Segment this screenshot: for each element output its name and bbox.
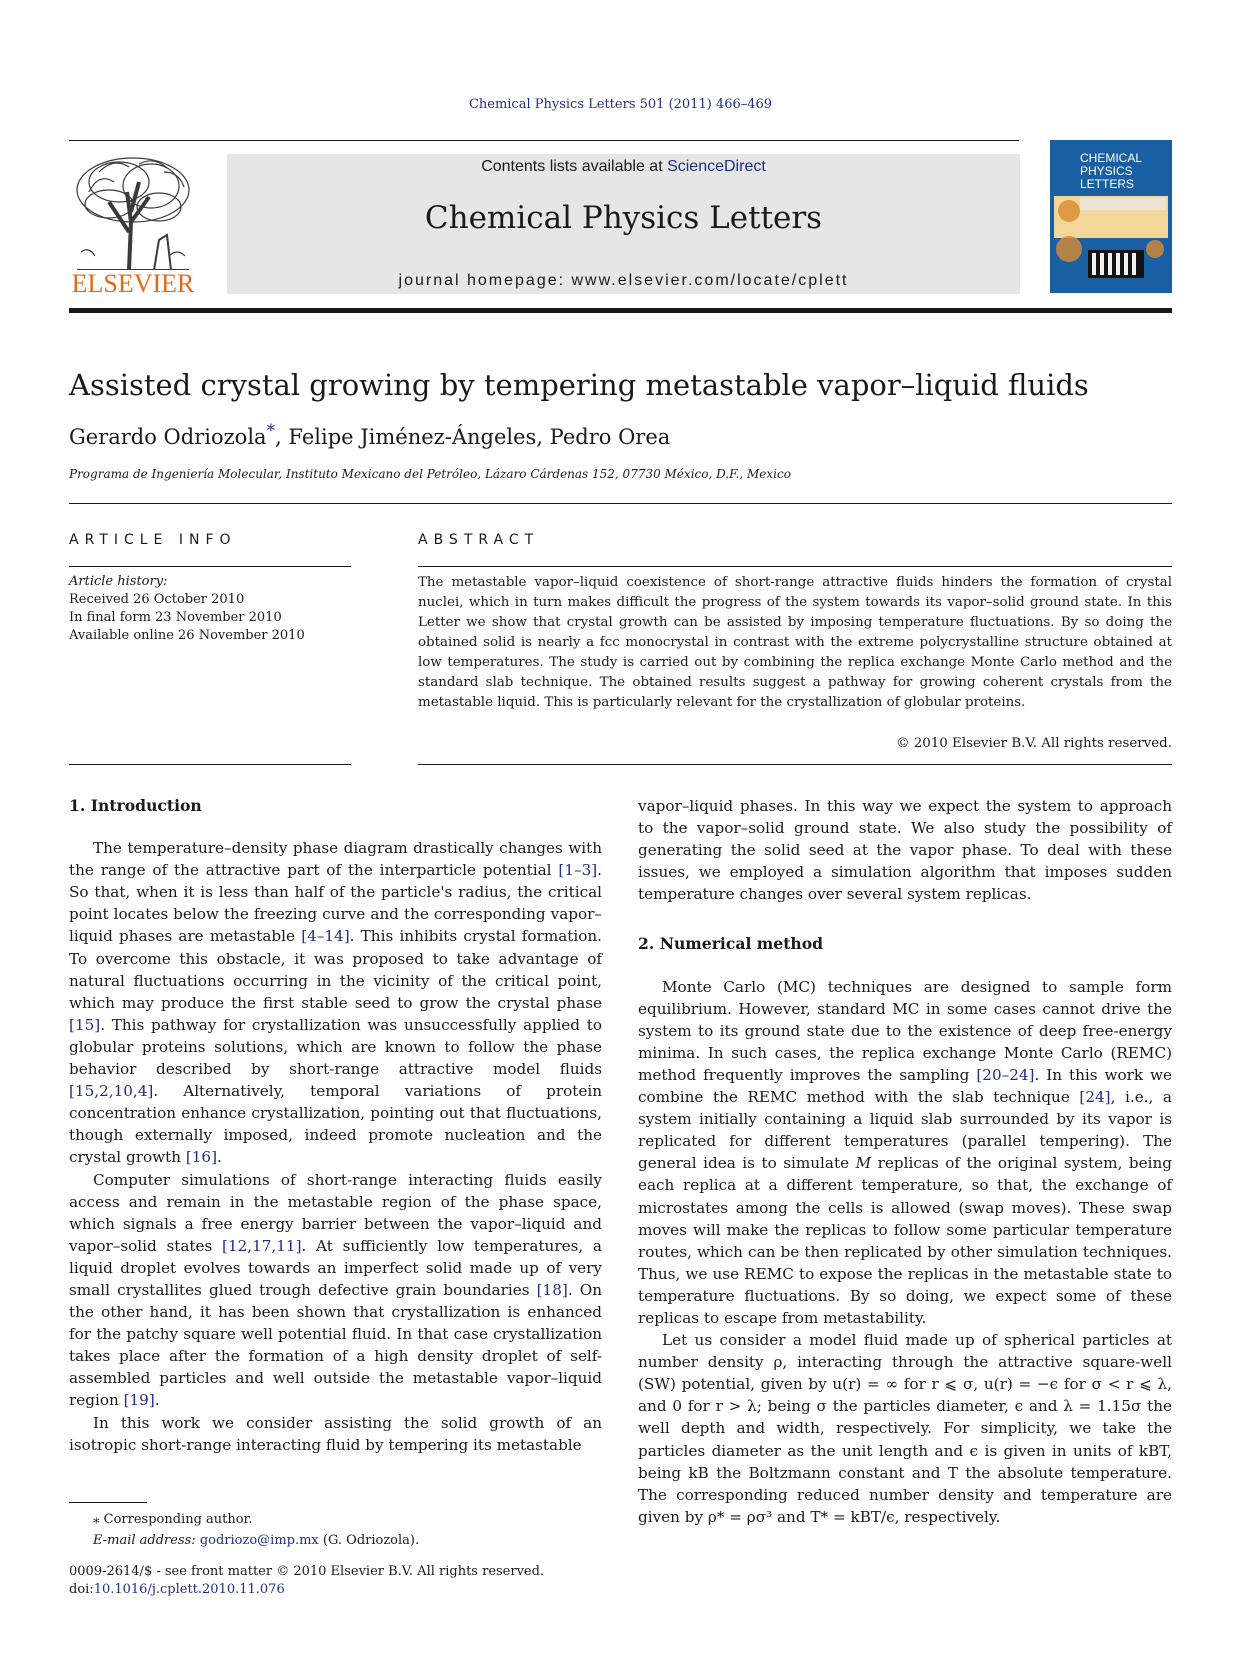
right-column <box>638 795 1172 1528</box>
header-thick-rule <box>69 308 1172 313</box>
section-heading-numerical-method: 2. Numerical method <box>638 934 824 954</box>
final-form-date: In final form 23 November 2010 <box>69 610 282 625</box>
footnote-rule <box>69 1502 147 1503</box>
cover-graphic <box>1088 250 1144 278</box>
reference-link[interactable]: [15] <box>69 1015 101 1034</box>
reference-link[interactable]: [15,2,10,4] <box>69 1082 154 1101</box>
received-date: Received 26 October 2010 <box>69 592 245 607</box>
journal-banner <box>227 154 1020 294</box>
reference-link[interactable]: [1–3] <box>558 861 598 880</box>
corresponding-author-note: ⁎ Corresponding author. <box>93 1512 253 1527</box>
article-history <box>69 573 351 645</box>
issn-line: 0009-2614/$ - see front matter © 2010 Elsevier B.V. All rights reserved. <box>69 1564 545 1579</box>
reference-link[interactable]: [18] <box>536 1280 568 1299</box>
affiliation: Programa de Ingeniería Molecular, Instituto Mexicano del Petróleo, Lázaro Cárdenas 152, 07730 México, D.F., Mexico <box>69 467 791 481</box>
email-line: E-mail address: godriozo@imp.mx (G. Odriozola). <box>93 1533 420 1548</box>
tree-icon <box>69 152 197 270</box>
corresponding-author-marker[interactable]: * <box>266 421 276 441</box>
journal-citation[interactable]: Chemical Physics Letters 501 (2011) 466–469 <box>468 97 773 112</box>
history-title: Article history: <box>69 574 168 589</box>
intro-paragraph: In this work we consider assisting the solid growth of an isotropic short-range interacting fluid by tempering its metastable <box>69 1413 602 1454</box>
reference-link[interactable]: [24] <box>1079 1088 1111 1107</box>
doi-line: doi:10.1016/j.cplett.2010.11.076 <box>69 1582 285 1597</box>
sciencedirect-link[interactable]: ScienceDirect <box>667 158 766 175</box>
journal-homepage[interactable]: journal homepage: www.elsevier.com/locate/cplett <box>398 272 849 289</box>
cover-title: CHEMICAL PHYSICS LETTERS <box>1080 151 1143 191</box>
intro-paragraph: Computer simulations of short-range interacting fluids easily access and remain in the metastable region of the phase space, which signals a free energy barrier between the vapor–liquid and vapor–solid states [12,17,11]. At sufficiently low temperatures, a liquid droplet evolves towards an imperfect solid made up of very small crystallites glued trough defective grain boundaries [18]. On the other hand, it has been shown that crystallization is enhanced for the patchy square well potential fluid. In that case crystallization takes place after the formation of a high density droplet of self-assembled particles and well outside the metastable vapor–liquid region [19]. <box>69 1170 603 1410</box>
reference-link[interactable]: [12,17,11] <box>222 1236 302 1255</box>
method-paragraph: Let us consider a model fluid made up of spherical particles at number density ρ, interacting through the attractive square-well (SW) potential, given by u(r) = ∞ for r ⩽ σ, u(r) = −ϵ for σ < r ⩽ λ, and 0 for r > λ; being σ the particles diameter, ϵ and λ = 1.15σ the well depth and width, respectively. For simplicity, we take the particles diameter as the unit length and ϵ is given in units of kBT, being kB the Boltzmann constant and T the absolute temperature. The corresponding reduced number density and temperature are given by ρ* = ρσ³ and T* = kBT/ϵ, respectively. <box>638 1331 1172 1526</box>
header-rule <box>69 140 1019 141</box>
author-names-rest: , Felipe Jiménez-Ángeles, Pedro Orea <box>275 425 671 449</box>
elsevier-logo <box>69 152 197 298</box>
method-paragraph: Monte Carlo (MC) techniques are designed to sample form equilibrium. However, standard MC in some cases cannot drive the system to its ground state due to the existence of deep free-energy minima. In such cases, the replica exchange Monte Carlo (REMC) method frequently improves the sampling [20–24]. In this work we combine the REMC method with the slab technique [24], i.e., a system initially containing a liquid slab surrounded by its vapor is replicated for different temperatures (parallel tempering). The general idea is to simulate M replicas of the original system, being each replica at a different temperature, so that, the exchange of microstates among the cells is allowed (swap moves). These swap moves will make the replicas to follow some particular temperature routes, which can be then replicated by other simulation techniques. Thus, we use REMC to expose the replicas in the metastable state to temperature fluctuations. By so doing, we expect some of these replicas to escape from metastability. <box>638 977 1172 1327</box>
reference-link[interactable]: [16] <box>185 1148 218 1167</box>
cover-spot <box>1058 200 1080 222</box>
cover-subtitle <box>1080 198 1166 210</box>
info-rule-bottom <box>69 764 351 765</box>
section-gap <box>638 905 1172 933</box>
journal-cover <box>1050 140 1172 293</box>
article-title: Assisted crystal growing by tempering metastable vapor–liquid fluids <box>69 368 1089 402</box>
abstract-rule-top <box>418 566 1172 567</box>
online-date: Available online 26 November 2010 <box>69 628 305 643</box>
section-rule <box>69 503 1172 504</box>
abstract-text: The metastable vapor–liquid coexistence of short-range attractive fluids hinders the formation of crystal nuclei, which in turn makes difficult the progress of the system towards its vapor–solid ground state. In this Letter we show that crystal growth can be assisted by imposing temperature fluctuations. By so doing the obtained solid is nearly a fcc monocrystal in contrast with the extreme polycrystalline structure obtained at low temperatures. The study is carried out by combining the replica exchange Monte Carlo method and the standard slab technique. The obtained results suggest a pathway for growing coherent crystals from the metastable liquid. This is particularly relevant for the crystallization of globular proteins. <box>418 575 1172 710</box>
author-name: Gerardo Odriozola <box>69 425 267 449</box>
left-column <box>69 795 602 1456</box>
author-list <box>69 421 671 449</box>
reference-link[interactable]: [4–14] <box>301 927 350 946</box>
elsevier-wordmark: ELSEVIER <box>71 269 195 298</box>
journal-title: Chemical Physics Letters <box>424 200 823 236</box>
cover-spot <box>1056 236 1082 262</box>
intro-paragraph-continued: vapor–liquid phases. In this way we expect the system to approach to the vapor–solid ground state. We also study the possibility of generating the solid seed at the vapor phase. To deal with these issues, we employed a simulation algorithm that imposes sudden temperature changes over several system replicas. <box>638 797 1172 904</box>
front-matter <box>69 1563 544 1599</box>
email-link[interactable]: godriozo@imp.mx <box>199 1533 319 1548</box>
section-heading-introduction: 1. Introduction <box>69 796 202 815</box>
footnote <box>69 1509 419 1551</box>
contents-line: Contents lists available at ScienceDirect <box>481 158 766 175</box>
abstract-copyright: © 2010 Elsevier B.V. All rights reserved. <box>896 736 1172 751</box>
intro-paragraph: The temperature–density phase diagram drastically changes with the range of the attractive part of the interparticle potential [1–3]. So that, when it is less than half of the particle's radius, the critical point locates below the freezing curve and the corresponding vapor–liquid phases are metastable [4–14]. This inhibits crystal formation. To overcome this obstacle, it was proposed to take advantage of natural fluctuations occurring in the vicinity of the critical point, which may produce the first stable seed to grow the crystal phase [15]. This pathway for crystallization was unsuccessfully applied to globular proteins solutions, which are known to follow the phase behavior described by short-range attractive model fluids [15,2,10,4]. Alternatively, temporal variations of protein concentration enhance crystallization, pointing out that fluctuations, though externally imposed, indeed promote nucleation and the crystal growth [16]. <box>69 839 602 1167</box>
cover-spot <box>1146 240 1164 258</box>
article-info-heading: ARTICLE INFO <box>69 532 237 548</box>
info-rule-top <box>69 566 351 567</box>
reference-link[interactable]: [19] <box>123 1391 155 1410</box>
abstract-heading: ABSTRACT <box>418 532 540 548</box>
reference-link[interactable]: [20–24] <box>976 1065 1035 1084</box>
doi-link[interactable]: 10.1016/j.cplett.2010.11.076 <box>93 1582 285 1597</box>
abstract-rule-bottom <box>418 764 1172 765</box>
